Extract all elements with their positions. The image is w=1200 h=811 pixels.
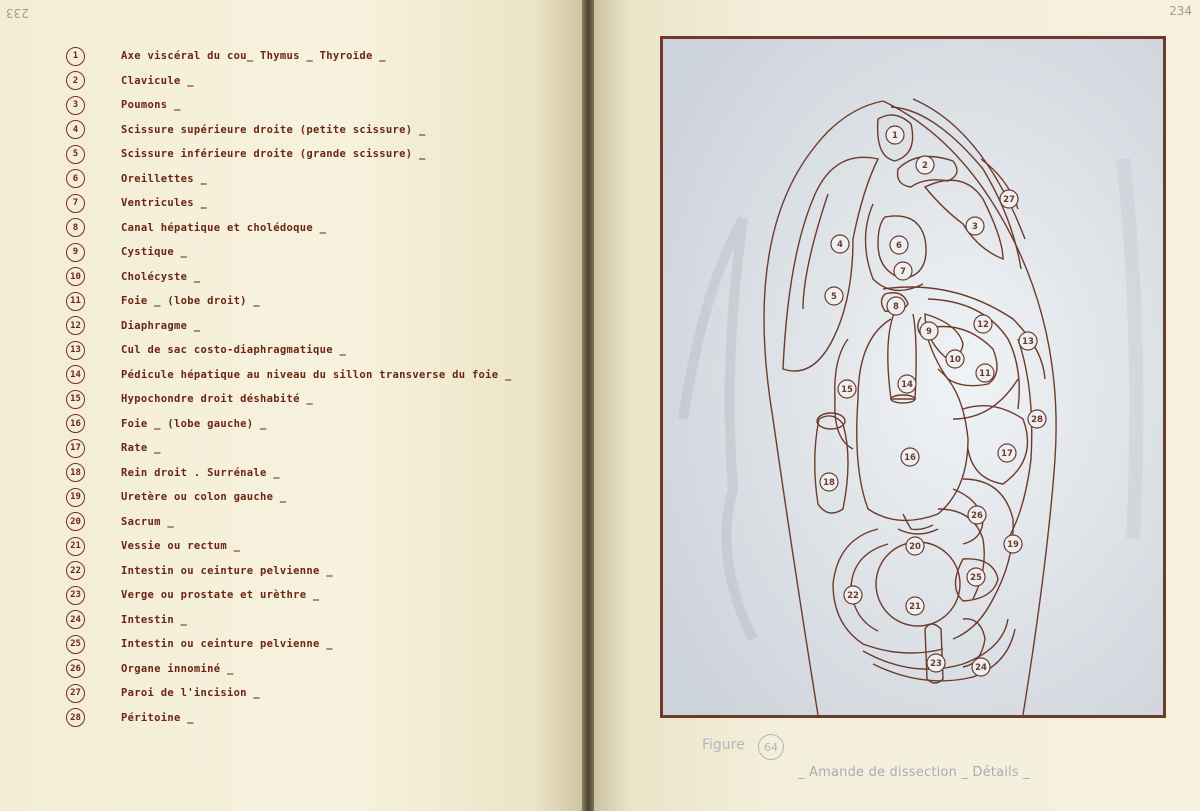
legend-number-circle: 5 [66,145,85,164]
legend-label: Intestin ou ceinture pelvienne _ [121,638,333,651]
legend-item [66,363,512,388]
left-page [0,0,582,811]
legend-number-circle: 19 [66,488,85,507]
diagram-marker-label: 23 [930,659,942,669]
legend-number-circle: 3 [66,96,85,115]
legend-item [66,191,512,216]
diagram-marker-label: 7 [900,267,906,277]
legend-item [66,485,512,510]
legend-label: Oreillettes _ [121,172,208,185]
legend-label: Foie _ (lobe gauche) _ [121,417,267,430]
legend-label: Scissure supérieure droite (petite scissure) _ [121,123,426,136]
legend-number-circle: 18 [66,463,85,482]
legend-label: Intestin ou ceinture pelvienne _ [121,564,333,577]
legend-label: Hypochondre droit déshabité _ [121,393,314,406]
diagram-marker-label: 1 [892,131,898,141]
legend-item [66,69,512,94]
diagram-marker-label: 14 [901,380,913,390]
legend-item [66,706,512,731]
legend-item [66,632,512,657]
legend-item [66,240,512,265]
left-page-number: 233 [6,6,29,20]
diagram-marker-label: 15 [841,385,853,395]
legend-number-circle: 7 [66,194,85,213]
legend-label: Scissure inférieure droite (grande scissure) _ [121,148,426,161]
legend-number-circle: 6 [66,169,85,188]
figure-label: Figure [702,737,745,753]
diagram-marker-label: 26 [971,511,983,521]
legend-number-circle: 22 [66,561,85,580]
diagram-marker-label: 27 [1003,195,1015,205]
diagram-marker-label: 2 [922,161,928,171]
legend-label: Cul de sac costo-diaphragmatique _ [121,344,347,357]
diagram-marker-label: 8 [893,302,899,312]
legend-label: Pédicule hépatique au niveau du sillon transverse du foie _ [121,368,512,381]
diagram-marker-label: 9 [926,327,932,337]
diagram-marker-label: 28 [1031,415,1043,425]
legend-number-circle: 15 [66,390,85,409]
legend-number-circle: 23 [66,586,85,605]
legend-label: Axe viscéral du cou_ Thymus _ Thyroïde _ [121,50,386,63]
legend-number-circle: 14 [66,365,85,384]
legend-number-circle: 20 [66,512,85,531]
legend-number-circle: 4 [66,120,85,139]
legend-label: Intestin _ [121,613,188,626]
legend-label: Clavicule _ [121,74,194,87]
legend-number-circle: 8 [66,218,85,237]
legend-item [66,314,512,339]
diagram-marker-label: 13 [1022,337,1034,347]
diagram-marker-label: 21 [909,602,921,612]
legend-label: Rate _ [121,442,161,455]
legend-number-circle: 25 [66,635,85,654]
diagram-marker-label: 18 [823,478,835,488]
diagram-marker-label: 17 [1001,449,1013,459]
legend-label: Rein droit . Surrénale _ [121,466,280,479]
legend-number-circle: 2 [66,71,85,90]
diagram-marker-label: 5 [831,292,837,302]
diagram-marker-label: 22 [847,591,859,601]
legend-item [66,289,512,314]
legend-label: Verge ou prostate et urèthre _ [121,589,320,602]
legend-label: Sacrum _ [121,515,174,528]
legend-number-circle: 13 [66,341,85,360]
legend-item [66,681,512,706]
legend-item [66,118,512,143]
legend-number-circle: 28 [66,708,85,727]
legend-label: Cholécyste _ [121,270,201,283]
diagram-marker-label: 19 [1007,540,1019,550]
legend-item [66,510,512,535]
legend-label: Péritoine _ [121,711,194,724]
figure-number: 64 [758,734,784,760]
legend-label: Canal hépatique et cholédoque _ [121,221,327,234]
diagram-marker-label: 25 [970,573,982,583]
diagram-marker-label: 16 [904,453,916,463]
legend-item [66,583,512,608]
legend-number-circle: 17 [66,439,85,458]
right-page-number: 234 [1169,4,1192,18]
legend-number-circle: 27 [66,684,85,703]
legend-item [66,167,512,192]
legend-label: Diaphragme _ [121,319,201,332]
legend-number-circle: 1 [66,47,85,66]
legend-number-circle: 10 [66,267,85,286]
legend-item [66,142,512,167]
legend-item [66,657,512,682]
diagram-marker-label: 3 [972,222,978,232]
legend-number-circle: 26 [66,659,85,678]
legend-label: Organe innominé _ [121,662,234,675]
legend-item [66,387,512,412]
book-gutter [582,0,594,811]
legend-number-circle: 11 [66,292,85,311]
legend-item [66,93,512,118]
legend-label: Paroi de l'incision _ [121,687,261,700]
legend-item [66,412,512,437]
legend-item [66,461,512,486]
diagram-marker-label: 4 [837,240,843,250]
legend-label: Foie _ (lobe droit) _ [121,295,261,308]
legend-list [66,44,512,730]
diagram-marker-label: 6 [896,241,902,251]
dissection-plate [660,36,1166,718]
diagram-marker-label: 11 [979,369,991,379]
legend-label: Uretère ou colon gauche _ [121,491,287,504]
legend-number-circle: 16 [66,414,85,433]
dissection-diagram [663,39,1163,715]
legend-item [66,216,512,241]
legend-number-circle: 12 [66,316,85,335]
legend-number-circle: 21 [66,537,85,556]
legend-number-circle: 24 [66,610,85,629]
legend-item [66,559,512,584]
diagram-marker-label: 20 [909,542,921,552]
legend-number-circle: 9 [66,243,85,262]
right-page [594,0,1200,811]
legend-item [66,338,512,363]
diagram-marker-label: 10 [949,355,961,365]
legend-label: Ventricules _ [121,197,208,210]
diagram-marker-label: 12 [977,320,989,330]
diagram-marker-label: 24 [975,663,987,673]
legend-item [66,608,512,633]
figure-caption: _ Amande de dissection _ Détails _ [798,765,1030,780]
legend-item [66,265,512,290]
legend-item [66,534,512,559]
legend-item [66,44,512,69]
legend-item [66,436,512,461]
legend-label: Poumons _ [121,99,181,112]
legend-label: Cystique _ [121,246,188,259]
legend-label: Vessie ou rectum _ [121,540,241,553]
